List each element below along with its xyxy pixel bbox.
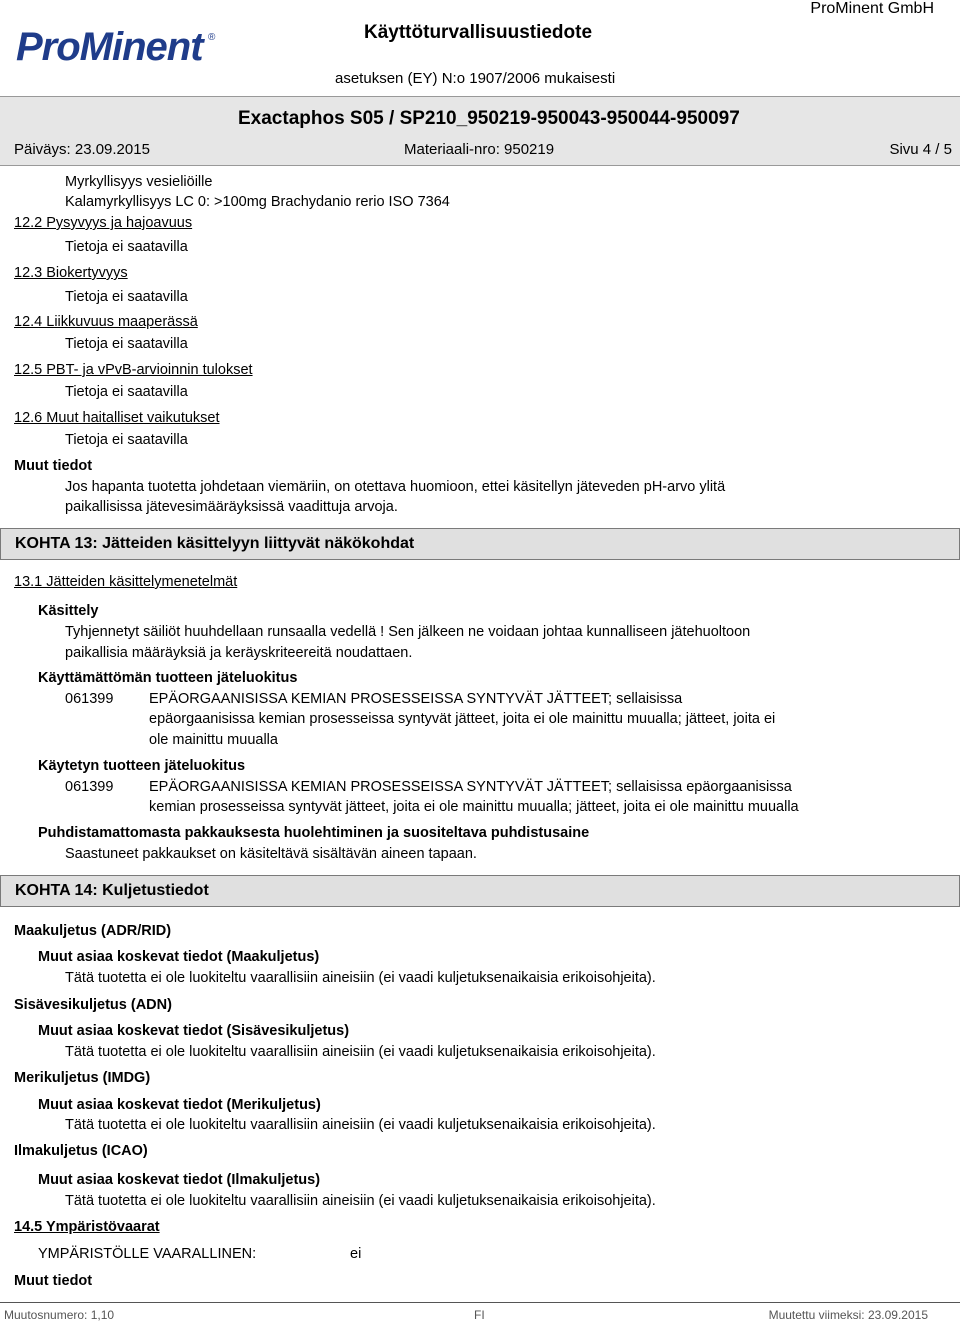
unused-waste-line-1: EPÄORGAANISISSA KEMIAN PROSESSEISSA SYNTYVÄT JÄTTEET; sellaisissa — [149, 691, 683, 707]
packaging-heading: Puhdistamattomasta pakkauksesta huolehtiminen ja suositeltava puhdistusaine — [38, 825, 590, 841]
sea-transport-sub: Muut asiaa koskevat tiedot (Merikuljetus) — [38, 1097, 321, 1113]
text-12-2: Tietoja ei saatavilla — [65, 239, 188, 255]
logo-text: ProMinent — [16, 25, 203, 69]
other-info-line-2: paikallisissa jätevesimääräyksissä vaadittuja arvoja. — [65, 499, 398, 515]
air-transport-sub: Muut asiaa koskevat tiedot (Ilmakuljetus) — [38, 1172, 321, 1188]
air-transport-heading: Ilmakuljetus (ICAO) — [14, 1143, 148, 1159]
sea-transport-heading: Merikuljetus (IMDG) — [14, 1070, 151, 1086]
material-number: Materiaali-nro: 950219 — [404, 141, 555, 158]
subsection-14-5: 14.5 Ympäristövaarat — [14, 1219, 160, 1235]
handling-line-1: Tyhjennetyt säiliöt huuhdellaan runsaalla vedellä ! Sen jälkeen ne voidaan johtaa kunnalliseen jätehuoltoon — [65, 624, 751, 640]
document-title: Käyttöturvallisuustiedote — [364, 22, 593, 43]
unused-waste-line-3: ole mainittu muualla — [149, 732, 278, 748]
prominent-logo — [14, 22, 224, 72]
handling-line-2: paikallisia määräyksiä ja keräyskriteereitä noudattaen. — [65, 645, 413, 661]
section-13-header — [0, 528, 960, 560]
page-number: Sivu 4 / 5 — [889, 141, 952, 158]
text-12-5: Tietoja ei saatavilla — [65, 384, 188, 400]
env-hazard-value: ei — [350, 1246, 362, 1262]
unused-waste-line-2: epäorgaanisissa kemian prosesseissa syntyvät jätteet, joita ei ole mainittu muualla; jätteet, joita ei — [149, 711, 776, 727]
other-info-line-1: Jos hapanta tuotetta johdetaan viemäriin, on otettava huomioon, ettei käsitellyn jäteveden pH-arvo ylitä — [65, 479, 726, 495]
subsection-12-4: 12.4 Liikkuvuus maaperässä — [14, 314, 198, 330]
subsection-12-2: 12.2 Pysyvyys ja hajoavuus — [14, 215, 193, 231]
subsection-13-1: 13.1 Jätteiden käsittelymenetelmät — [14, 574, 238, 590]
env-hazard-label: YMPÄRISTÖLLE VAARALLINEN: — [38, 1246, 257, 1262]
used-waste-line-1: EPÄORGAANISISSA KEMIAN PROSESSEISSA SYNTYVÄT JÄTTEET; sellaisissa epäorgaanisissa — [149, 779, 792, 795]
product-name: Exactaphos S05 / SP210_950219-950043-950044-950097 — [238, 108, 740, 129]
land-transport-sub: Muut asiaa koskevat tiedot (Maakuljetus) — [38, 949, 320, 965]
regulation-text: asetuksen (EY) N:o 1907/2006 mukaisesti — [335, 70, 616, 87]
language-code: FI — [474, 1308, 485, 1322]
land-transport-heading: Maakuljetus (ADR/RID) — [14, 923, 172, 939]
revision-number: Muutosnumero: 1,10 — [4, 1308, 115, 1322]
subsection-12-3: 12.3 Biokertyvyys — [14, 265, 128, 281]
subsection-12-5: 12.5 PBT- ja vPvB-arvioinnin tulokset — [14, 362, 253, 378]
company-name: ProMinent GmbH — [810, 0, 934, 17]
inland-transport-text: Tätä tuotetta ei ole luokiteltu vaarallisiin aineisiin (ei vaadi kuljetuksenaikaisia erikoisohjeita). — [65, 1044, 656, 1060]
subsection-12-6: 12.6 Muut haitalliset vaikutukset — [14, 410, 220, 426]
text-12-6: Tietoja ei saatavilla — [65, 432, 188, 448]
unused-waste-heading: Käyttämättömän tuotteen jäteluokitus — [38, 670, 298, 686]
last-modified: Muutettu viimeksi: 23.09.2015 — [768, 1308, 928, 1322]
text-12-3: Tietoja ei saatavilla — [65, 289, 188, 305]
land-transport-text: Tätä tuotetta ei ole luokiteltu vaarallisiin aineisiin (ei vaadi kuljetuksenaikaisia erikoisohjeita). — [65, 970, 656, 986]
footer-divider — [0, 1302, 960, 1303]
used-waste-heading: Käytetyn tuotteen jäteluokitus — [38, 758, 246, 774]
other-info-heading: Muut tiedot — [14, 458, 93, 474]
packaging-text: Saastuneet pakkaukset on käsiteltävä sisältävän aineen tapaan. — [65, 846, 477, 862]
svg-text:®: ® — [208, 32, 216, 43]
sea-transport-text: Tätä tuotetta ei ole luokiteltu vaarallisiin aineisiin (ei vaadi kuljetuksenaikaisia erikoisohjeita). — [65, 1117, 656, 1133]
section-14-title: KOHTA 14: Kuljetustiedot — [15, 882, 209, 899]
air-transport-text: Tätä tuotetta ei ole luokiteltu vaarallisiin aineisiin (ei vaadi kuljetuksenaikaisia erikoisohjeita). — [65, 1193, 656, 1209]
toxicity-value: Kalamyrkyllisyys LC 0: >100mg Brachydanio rerio ISO 7364 — [65, 194, 450, 210]
inland-transport-heading: Sisävesikuljetus (ADN) — [14, 997, 172, 1013]
section-14-header — [0, 875, 960, 907]
unused-waste-code: 061399 — [65, 691, 114, 707]
toxicity-heading: Myrkyllisyys vesieliöille — [65, 174, 213, 190]
inland-transport-sub: Muut asiaa koskevat tiedot (Sisävesikuljetus) — [38, 1023, 350, 1039]
text-12-4: Tietoja ei saatavilla — [65, 336, 188, 352]
used-waste-line-2: kemian prosesseissa syntyvät jätteet, joita ei ole mainittu muualla; jätteet, joita ei ole mainittu muualla — [149, 799, 799, 815]
section-13-title: KOHTA 13: Jätteiden käsittelyyn liittyvät näkökohdat — [15, 535, 415, 552]
used-waste-code: 061399 — [65, 779, 114, 795]
transport-other-info-heading: Muut tiedot — [14, 1273, 93, 1289]
handling-heading: Käsittely — [38, 603, 99, 619]
issue-date: Päiväys: 23.09.2015 — [14, 141, 150, 158]
